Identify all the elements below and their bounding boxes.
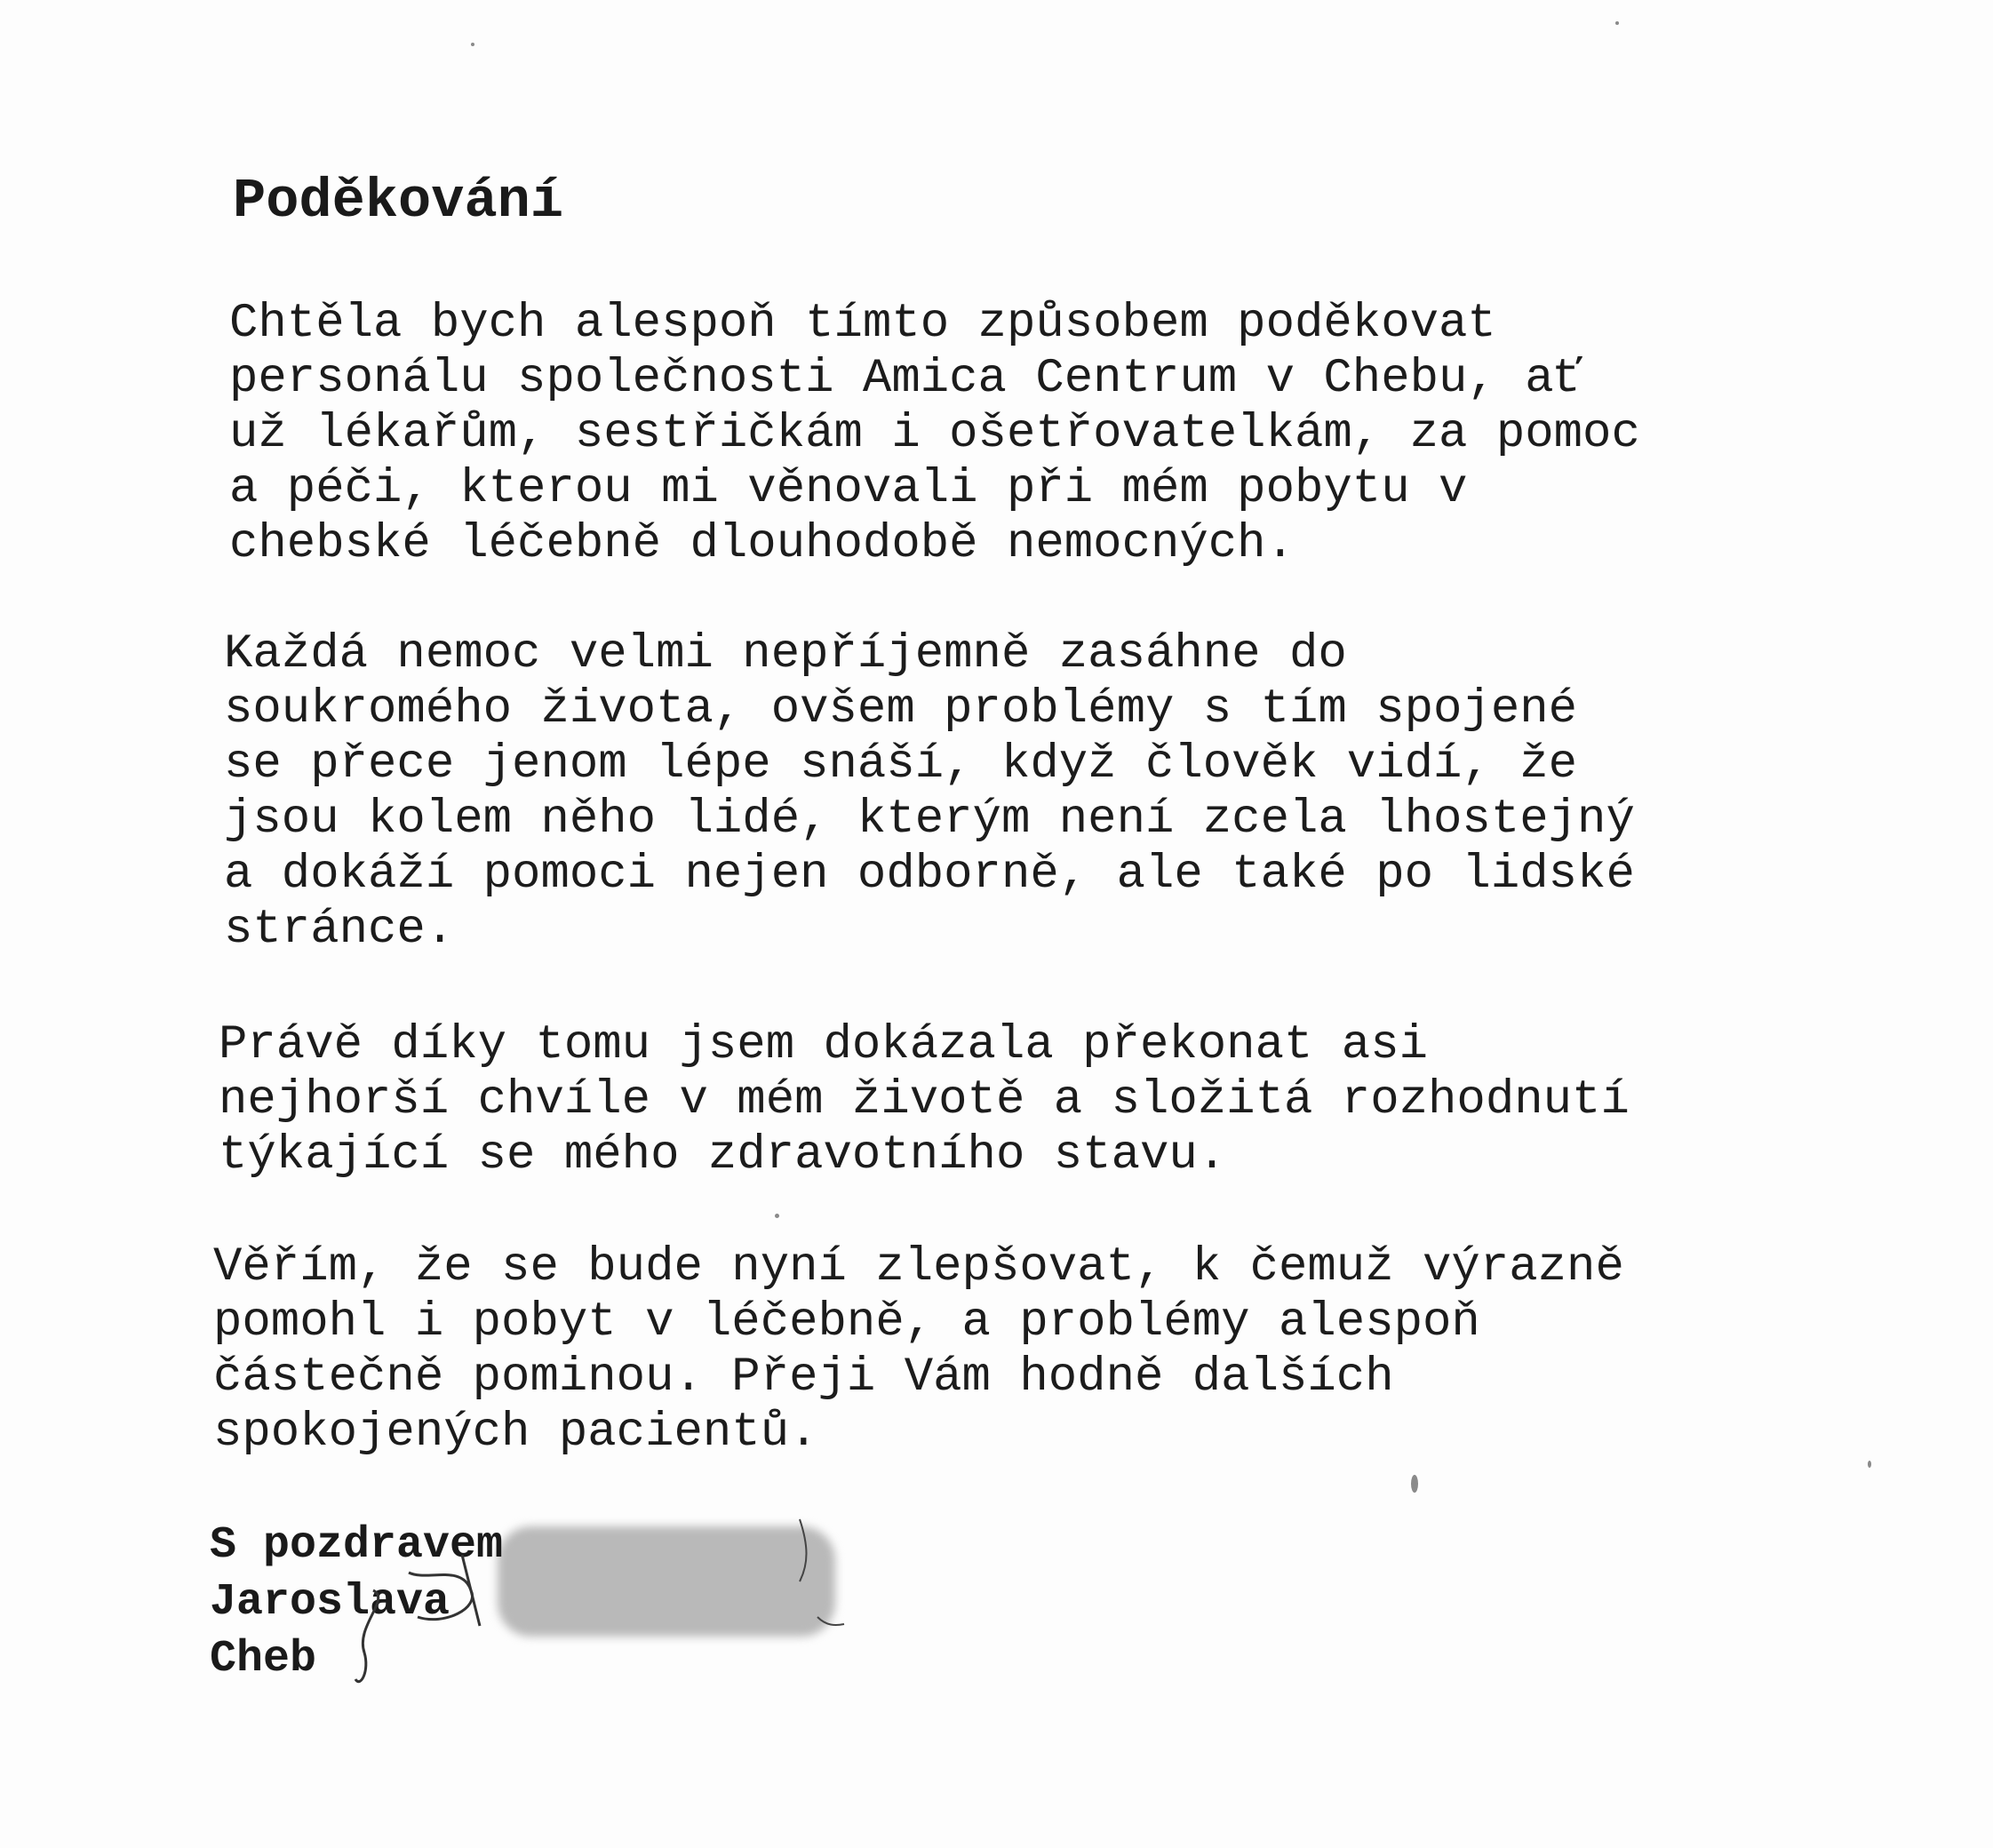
- text-line: pomohl i pobyt v léčebně, a problémy alespoň: [213, 1295, 1480, 1350]
- text-line: stránce.: [224, 903, 455, 957]
- letter-title: Poděkování: [233, 170, 564, 233]
- paper-speck: [1411, 1475, 1418, 1493]
- paper-speck: [1868, 1461, 1871, 1468]
- text-line: spokojených pacientů.: [213, 1406, 818, 1460]
- text-line: Každá nemoc velmi nepříjemně zasáhne do: [224, 627, 1347, 681]
- closing-greeting: S pozdravem: [210, 1520, 504, 1571]
- paragraph-2: [224, 627, 1635, 958]
- text-line: Právě díky tomu jsem dokázala překonat asi: [219, 1018, 1429, 1072]
- text-line: Chtěla bych alespoň tímto způsobem poděkovat: [229, 297, 1496, 351]
- text-line: týkající se mého zdravotního stavu.: [219, 1128, 1227, 1183]
- text-line: Věřím, že se bude nyní zlepšovat, k čemuž výrazně: [213, 1240, 1624, 1294]
- paragraph-4: [213, 1240, 1624, 1461]
- paragraph-3: [219, 1018, 1630, 1183]
- paper-speck: [1615, 21, 1619, 25]
- paper-speck: [775, 1214, 779, 1218]
- text-line: soukromého života, ovšem problémy s tím spojené: [224, 682, 1578, 737]
- text-line: a dokáží pomoci nejen odborně, ale také po lidské: [224, 848, 1635, 902]
- text-line: už lékařům, sestřičkám i ošetřovatelkám, za pomoc: [229, 407, 1640, 461]
- signer-city: Cheb: [210, 1634, 317, 1685]
- text-line: se přece jenom lépe snáší, když člověk vidí, že: [224, 737, 1578, 792]
- text-line: jsou kolem něho lidé, kterým není zcela lhostejný: [224, 793, 1635, 847]
- text-line: nejhorší chvíle v mém životě a složitá rozhodnutí: [219, 1073, 1630, 1127]
- paper-speck: [471, 43, 474, 46]
- handwritten-signature: [338, 1510, 871, 1688]
- paragraph-1: [229, 297, 1640, 572]
- text-line: chebské léčebně dlouhodobě nemocných.: [229, 517, 1295, 571]
- text-line: a péči, kterou mi věnovali při mém pobytu v: [229, 462, 1468, 516]
- text-line: částečně pominou. Přeji Vám hodně dalších: [213, 1350, 1394, 1405]
- text-line: personálu společnosti Amica Centrum v Chebu, ať: [229, 352, 1583, 406]
- signer-name: Jaroslava: [210, 1577, 450, 1628]
